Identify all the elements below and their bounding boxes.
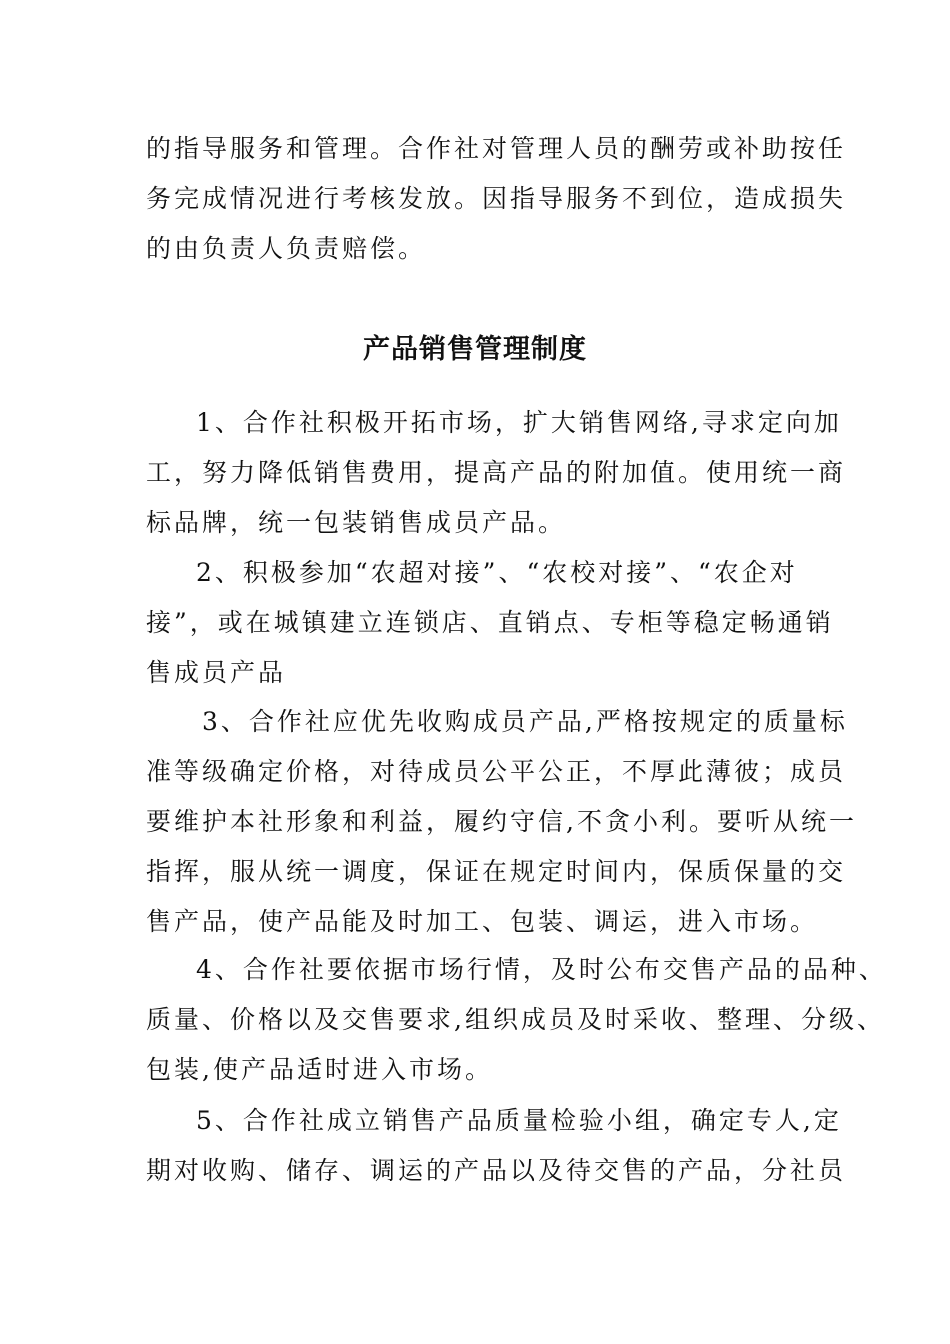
text-line: 指挥，服从统一调度，保证在规定时间内，保质保量的交 bbox=[146, 857, 847, 886]
text-line: 5、合作社成立销售产品质量检验小组，确定专人,定 bbox=[196, 1106, 842, 1135]
text-line: 工，努力降低销售费用，提高产品的附加值。使用统一商 bbox=[146, 458, 847, 487]
item-2-paragraph bbox=[146, 548, 834, 698]
text-line: 期对收购、储存、调运的产品以及待交售的产品，分社员 bbox=[146, 1156, 847, 1185]
text-line: 接”，或在城镇建立连锁店、直销点、专柜等稳定畅通销 bbox=[146, 608, 834, 637]
text-line: 要维护本社形象和利益，履约守信,不贪小利。要听从统一 bbox=[146, 807, 857, 836]
text-line: 包装,使产品适时进入市场。 bbox=[146, 1055, 493, 1084]
text-line: 标品牌，统一包装销售成员产品。 bbox=[146, 508, 567, 537]
text-line: 1、合作社积极开拓市场，扩大销售网络,寻求定向加 bbox=[196, 408, 842, 437]
item-5-paragraph bbox=[146, 1096, 847, 1196]
text-line: 4、合作社要依据市场行情，及时公布交售产品的品种、 bbox=[196, 955, 887, 984]
text-line: 售成员产品 bbox=[146, 658, 287, 687]
text-line: 准等级确定价格，对待成员公平公正，不厚此薄彼；成员 bbox=[146, 757, 847, 786]
text-line: 的由负责人负责赔偿。 bbox=[146, 234, 427, 263]
item-3-paragraph bbox=[146, 697, 857, 947]
section-title: 产品销售管理制度 bbox=[363, 334, 587, 365]
item-4-paragraph bbox=[146, 945, 887, 1095]
text-line: 3、合作社应优先收购成员产品,严格按规定的质量标 bbox=[202, 707, 848, 736]
text-line: 务完成情况进行考核发放。因指导服务不到位，造成损失 bbox=[146, 184, 847, 213]
text-line: 质量、价格以及交售要求,组织成员及时采收、整理、分级、 bbox=[146, 1005, 885, 1034]
text-line: 售产品，使产品能及时加工、包装、调运，进入市场。 bbox=[146, 907, 819, 936]
text-line: 的指导服务和管理。合作社对管理人员的酬劳或补助按任 bbox=[146, 134, 847, 163]
intro-paragraph bbox=[146, 124, 847, 274]
item-1-paragraph bbox=[146, 398, 847, 548]
text-line: 2、积极参加“农超对接”、“农校对接”、“农企对 bbox=[196, 558, 798, 587]
